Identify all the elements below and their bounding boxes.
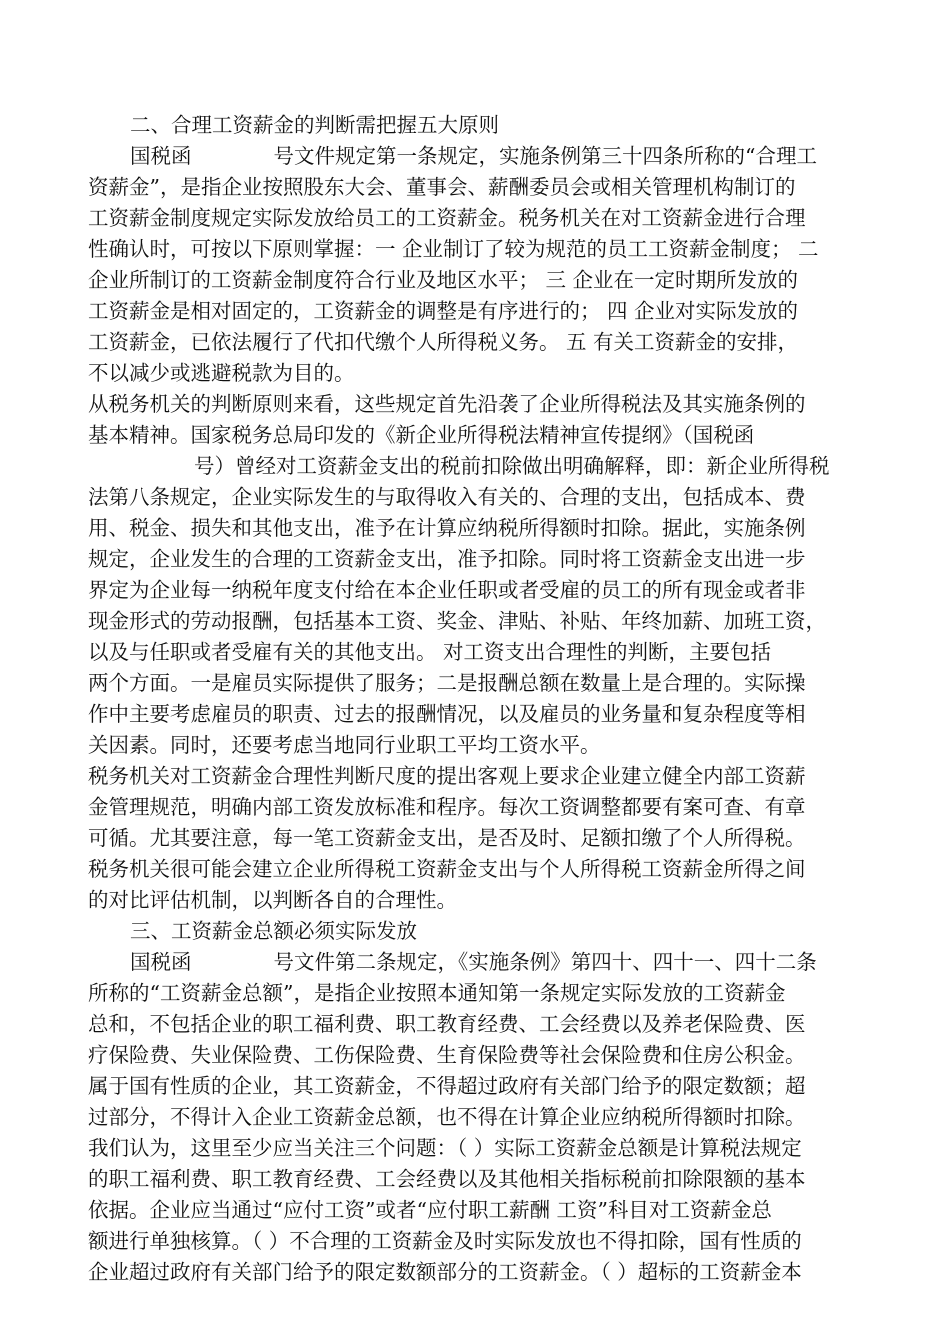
text-line: 资薪金”，是指企业按照股东大会、董事会、薪酬委员会或相关管理机构制订的 (88, 175, 796, 199)
text-line: 关因素。同时，还要考虑当地同行业职工平均工资水平。 (88, 733, 601, 757)
text-line: 法第八条规定，企业实际发生的与取得收入有关的、合理的支出，包括成本、费 (88, 485, 806, 509)
text-line: 工资薪金是相对固定的，工资薪金的调整是有序进行的； 四 企业对实际发放的 (88, 299, 799, 323)
text-line: 工资薪金，已依法履行了代扣代缴个人所得税义务。 五 有关工资薪金的安排， (88, 330, 799, 354)
text-line: 作中主要考虑雇员的职责、过去的报酬情况，以及雇员的业务量和复杂程度等相 (88, 702, 806, 726)
text-line: 不以减少或逃避税款为目的。 (88, 361, 355, 385)
section-heading: 三、工资薪金总额必须实际发放 (130, 919, 417, 943)
text-line: 工资薪金制度规定实际发放给员工的工资薪金。税务机关在对工资薪金进行合理 (88, 206, 806, 230)
text-line: 以及与任职或者受雇有关的其他支出。 对工资支出合理性的判断，主要包括 (88, 640, 772, 664)
text-line: 税务机关很可能会建立企业所得税工资薪金支出与个人所得税工资薪金所得之间 (88, 857, 806, 881)
text-line: 规定，企业发生的合理的工资薪金支出，准予扣除。同时将工资薪金支出进一步 (88, 547, 806, 571)
text-line: 两个方面。一是雇员实际提供了服务；二是报酬总额在数量上是合理的。实际操 (88, 671, 806, 695)
text-line: 金管理规范，明确内部工资发放标准和程序。每次工资调整都要有案可查、有章 (88, 795, 806, 819)
text-line: 企业所制订的工资薪金制度符合行业及地区水平； 三 企业在一定时期所发放的 (88, 268, 799, 292)
text-line: 基本精神。国家税务总局印发的《新企业所得税法精神宣传提纲》（国税函 (88, 423, 755, 447)
text-line: 的职工福利费、职工教育经费、工会经费以及其他相关指标税前扣除限额的基本 (88, 1167, 806, 1191)
text-line: 属于国有性质的企业，其工资薪金，不得超过政府有关部门给予的限定数额；超 (88, 1074, 806, 1098)
text-line: 依据。企业应当通过“应付工资”或者“应付职工薪酬 工资”科目对工资薪金总 (88, 1198, 772, 1222)
text-line: 国税函 号文件规定第一条规定，实施条例第三十四条所称的“合理工 (130, 144, 817, 168)
text-line: 我们认为，这里至少应当关注三个问题：（ ）实际工资薪金总额是计算税法规定 (88, 1136, 802, 1160)
text-line: 号）曾经对工资薪金支出的税前扣除做出明确解释，即：新企业所得税 (194, 454, 830, 478)
text-line: 疗保险费、失业保险费、工伤保险费、生育保险费等社会保险费和住房公积金。 (88, 1043, 806, 1067)
text-line: 从税务机关的判断原则来看，这些规定首先沿袭了企业所得税法及其实施条例的 (88, 392, 806, 416)
text-line: 的对比评估机制，以判断各自的合理性。 (88, 888, 457, 912)
text-line: 国税函 号文件第二条规定，《实施条例》第四十、四十一、四十二条 (130, 950, 817, 974)
text-line: 所称的“工资薪金总额”，是指企业按照本通知第一条规定实际发放的工资薪金 (88, 981, 786, 1005)
text-line: 性确认时，可按以下原则掌握：一 企业制订了较为规范的员工工资薪金制度； 二 (88, 237, 819, 261)
text-line: 用、税金、损失和其他支出，准予在计算应纳税所得额时扣除。据此，实施条例 (88, 516, 806, 540)
text-line: 额进行单独核算。（ ）不合理的工资薪金及时实际发放也不得扣除，国有性质的 (88, 1229, 802, 1253)
section-heading: 二、合理工资薪金的判断需把握五大原则 (130, 113, 499, 137)
text-line: 界定为企业每一纳税年度支付给在本企业任职或者受雇的员工的所有现金或者非 (88, 578, 806, 602)
text-line: 可循。尤其要注意，每一笔工资薪金支出，是否及时、足额扣缴了个人所得税。 (88, 826, 806, 850)
text-line: 企业超过政府有关部门给予的限定数额部分的工资薪金。（ ）超标的工资薪金本 (88, 1260, 802, 1284)
text-line: 现金形式的劳动报酬，包括基本工资、奖金、津贴、补贴、年终加薪、加班工资， (88, 609, 826, 633)
text-line: 总和，不包括企业的职工福利费、职工教育经费、工会经费以及养老保险费、医 (88, 1012, 806, 1036)
text-line: 税务机关对工资薪金合理性判断尺度的提出客观上要求企业建立健全内部工资薪 (88, 764, 806, 788)
text-line: 过部分，不得计入企业工资薪金总额，也不得在计算企业应纳税所得额时扣除。 (88, 1105, 806, 1129)
